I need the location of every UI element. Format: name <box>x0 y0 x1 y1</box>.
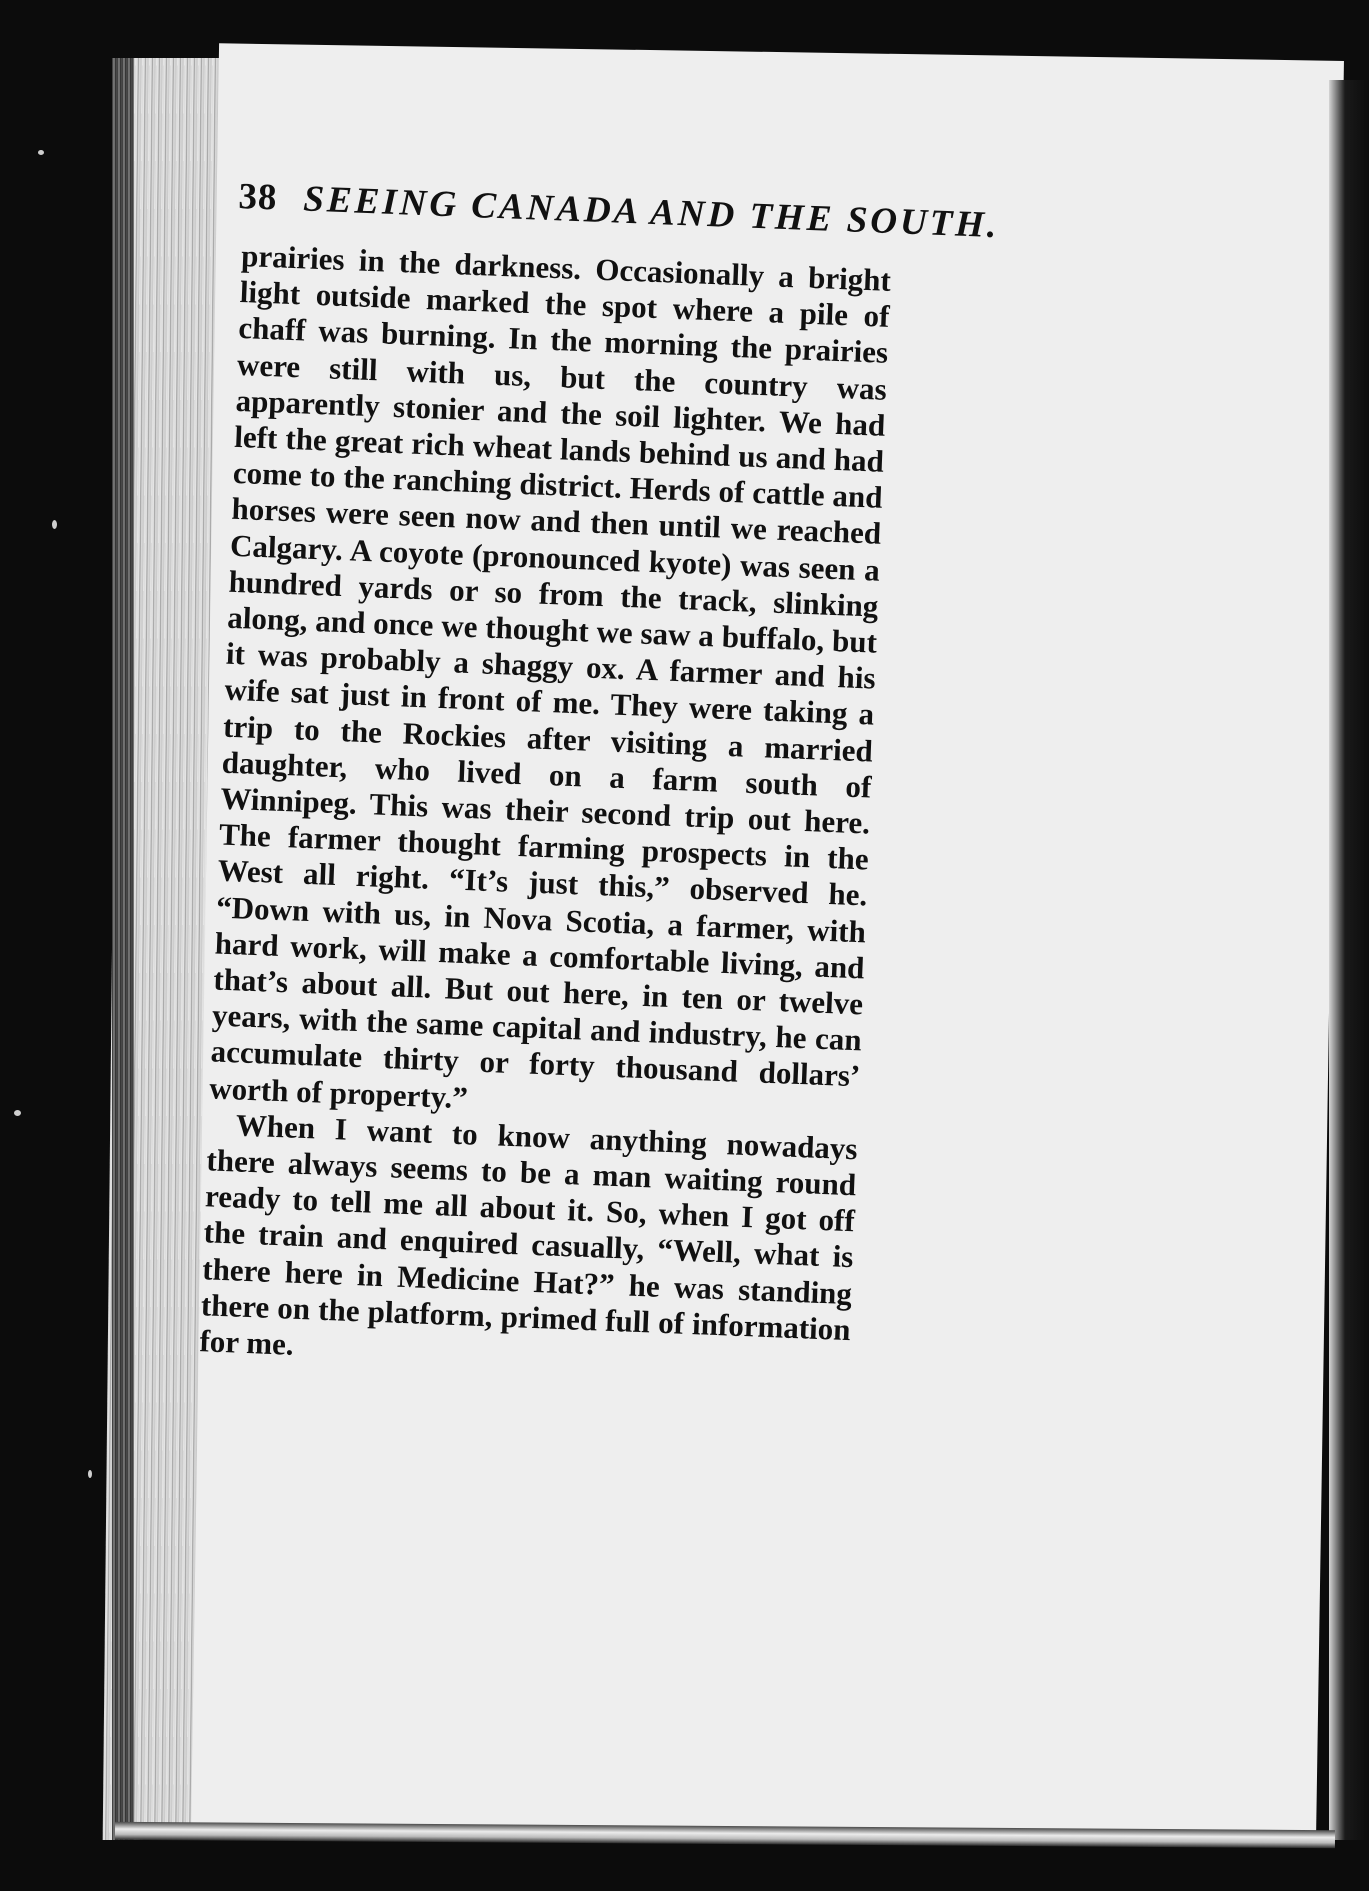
scan-speck <box>88 1470 92 1478</box>
right-page-shadow <box>1329 80 1369 1840</box>
binding-edge <box>112 58 134 1840</box>
paragraph: When I want to know anything nowadays there always seems to be a man waiting round ready to tell me all about it. So, when I got off the train and enquired casually, “Well, what is there here in Medicine Hat?” he was standing there on the platform, primed full of information for me. <box>198 1107 859 1362</box>
scan-speck <box>14 1110 21 1116</box>
page-body <box>199 238 892 1384</box>
scan-speck <box>38 150 44 155</box>
running-title: SEEING CANADA AND THE SOUTH. <box>302 178 1001 247</box>
page-number: 38 <box>237 176 279 219</box>
scan-speck <box>52 520 57 529</box>
paragraph-continued: prairies in the darkness. Occasionally a bright light outside marked the spot where a pile of chaff was burning. In the morning the prairies were still with us, but the country was apparently stonier and the soil lighter. We had left the great rich wheat lands behind us and had come to the ranching district. Herds of cattle and horses were seen now and then until we reached Calgary. A coyote (pronounced kyote) was seen a hundred yards or so from the track, slinking along, and once we thought we saw a buffalo, but it was probably a shaggy ox. A farmer and his wife sat just in front of me. They were taking a trip to the Rockies after visiting a married daughter, who lived on a farm south of Winnipeg. This was their second trip out here. The farmer thought farming prospects in the West all right. “It’s just this,” observed he. “Down with us, in Nova Scotia, a farmer, with hard work, will make a comfortable living, and that’s about all. But out here, in ten or twelve years, with the same capital and industry, he can accumulate thirty or forty thousand dollars’ worth of property.” <box>208 238 892 1115</box>
